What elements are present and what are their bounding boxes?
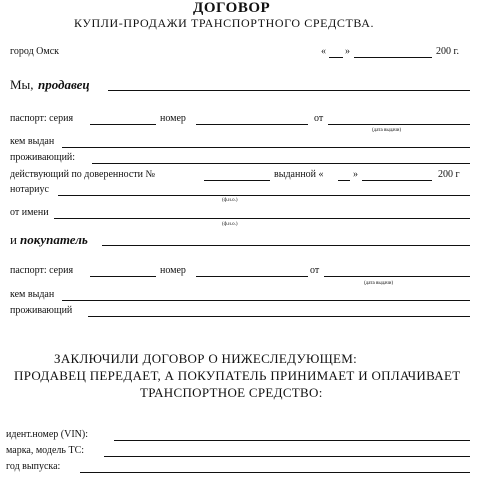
- make-model-field[interactable]: [104, 456, 470, 457]
- year-made-field[interactable]: [80, 472, 470, 473]
- make-model-label: марка, модель ТС:: [6, 445, 85, 456]
- seller-residing-field[interactable]: [92, 163, 470, 164]
- notary-label: нотариус: [10, 184, 49, 195]
- poa-month-field[interactable]: [362, 180, 432, 181]
- buyer-date-issued-note: (дата выдачи): [364, 281, 394, 286]
- buyer-passport-from-label: от: [310, 265, 320, 276]
- date-day-field[interactable]: [329, 57, 343, 58]
- buyer-residing-label: проживающий: [10, 305, 73, 316]
- seller-transfers-text: ПРОДАВЕЦ ПЕРЕДАЕТ, А ПОКУПАТЕЛЬ ПРИНИМАЕТ И ОПЛАЧИВАЕТ: [14, 368, 461, 383]
- buyer-label: покупатель: [20, 232, 88, 247]
- seller-passport-number-field[interactable]: [196, 124, 308, 125]
- date-close-quote: »: [345, 46, 350, 57]
- buyer-passport-date-field[interactable]: [324, 276, 470, 277]
- date-year-suffix: 200 г.: [436, 46, 459, 57]
- buyer-passport-series-label: паспорт: серия: [10, 265, 74, 276]
- city-label: город Омск: [10, 46, 59, 57]
- buyer-residing-field[interactable]: [88, 316, 470, 317]
- seller-passport-from-label: от: [314, 113, 324, 124]
- seller-label: продавец: [38, 77, 90, 92]
- buyer-passport-number-field[interactable]: [196, 276, 308, 277]
- seller-issued-by-field[interactable]: [62, 147, 470, 148]
- notary-field[interactable]: [58, 195, 470, 196]
- poa-year-suffix: 200 г: [438, 169, 460, 180]
- seller-passport-date-field[interactable]: [328, 124, 470, 125]
- we-prefix: Мы,: [10, 77, 34, 92]
- buyer-name-field[interactable]: [102, 245, 470, 246]
- on-behalf-fio-note: (ф.и.о.): [222, 222, 238, 227]
- vehicle-text: ТРАНСПОРТНОЕ СРЕДСТВО:: [140, 385, 323, 400]
- seller-date-issued-note: (дата выдачи): [372, 128, 402, 133]
- year-made-label: год выпуска:: [6, 461, 61, 472]
- date-open-quote: «: [321, 46, 326, 57]
- vin-label: идент.номер (VIN):: [6, 429, 88, 440]
- poa-number-field[interactable]: [204, 180, 270, 181]
- document-subtitle: КУПЛИ-ПРОДАЖИ ТРАНСПОРТНОГО СРЕДСТВА.: [74, 16, 375, 30]
- buyer-passport-series-field[interactable]: [90, 276, 156, 277]
- document-title: ДОГОВОР: [193, 0, 271, 16]
- seller-passport-number-label: номер: [160, 113, 186, 124]
- buyer-passport-number-label: номер: [160, 265, 186, 276]
- seller-name-field[interactable]: [108, 90, 470, 91]
- buyer-issued-by-field[interactable]: [62, 300, 470, 301]
- on-behalf-field[interactable]: [54, 218, 470, 219]
- on-behalf-label: от имени: [10, 207, 49, 218]
- concluded-heading: ЗАКЛЮЧИЛИ ДОГОВОР О НИЖЕСЛЕДУЮЩЕМ:: [54, 351, 358, 366]
- seller-residing-label: проживающий:: [10, 152, 76, 163]
- seller-passport-series-label: паспорт: серия: [10, 113, 74, 124]
- buyer-issued-by-label: кем выдан: [10, 289, 55, 300]
- poa-close-quote: »: [353, 169, 358, 180]
- seller-issued-by-label: кем выдан: [10, 136, 55, 147]
- date-month-field[interactable]: [354, 57, 432, 58]
- poa-day-field[interactable]: [338, 180, 350, 181]
- poa-issued-label: выданной «: [274, 169, 324, 180]
- vin-field[interactable]: [114, 440, 470, 441]
- and-prefix: и: [10, 232, 17, 247]
- acting-poa-label: действующий по доверенности №: [10, 169, 156, 180]
- notary-fio-note: (ф.и.о.): [222, 198, 238, 203]
- seller-passport-series-field[interactable]: [90, 124, 156, 125]
